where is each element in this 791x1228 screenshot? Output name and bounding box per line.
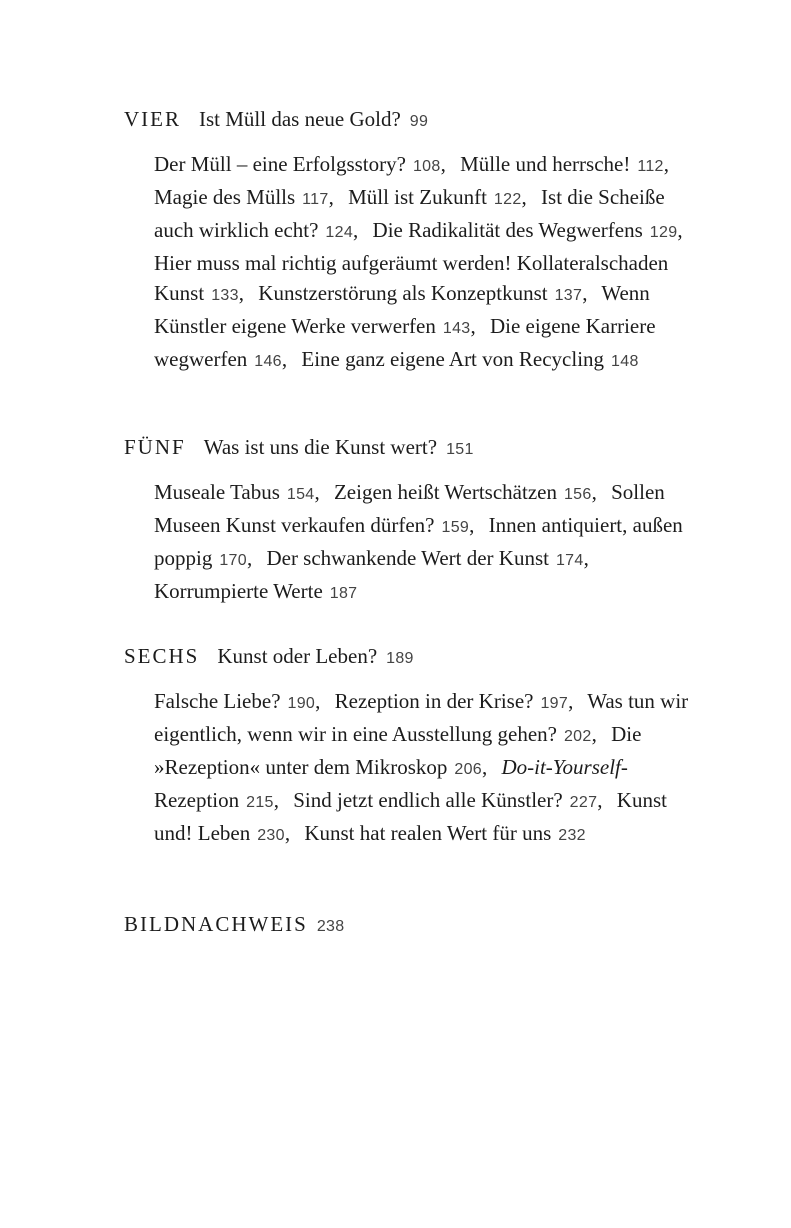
toc-entry[interactable]: Sind jetzt endlich alle Künstler? 227,: [293, 788, 603, 812]
chapter-entries-fuenf: [154, 477, 694, 609]
entry-title: Die »Rezeption« unter dem Mikroskop: [154, 722, 642, 779]
page-number: 148: [611, 353, 639, 370]
entry-title: Museale Tabus: [154, 480, 280, 504]
page-number: 227: [569, 794, 598, 811]
entry-title: Rezeption in der Krise?: [334, 689, 534, 713]
image-credits-label: BILDNACHWEIS: [124, 912, 308, 936]
entry-title: Hier muss mal richtig aufgeräumt werden! Kollateralschaden Kunst: [154, 251, 669, 305]
entry-title: Der Müll – eine Erfolgsstory?: [154, 152, 406, 176]
toc-entry[interactable]: Do-it-Yourself-Rezeption 215,: [154, 755, 628, 812]
chapter-heading-sechs: [124, 642, 414, 673]
entry-title: Mülle und herrsche!: [460, 152, 631, 176]
page-number: 230: [257, 827, 285, 844]
entry-title: Die eigene Karriere wegwerfen: [154, 314, 656, 371]
entry-title: Die Radikalität des Wegwerfens: [372, 218, 643, 242]
entry-title: Magie des Mülls: [154, 185, 296, 209]
page-number: 117: [302, 191, 329, 208]
chapter-label: SECHS: [124, 644, 200, 668]
toc-entry[interactable]: Sollen Museen Kunst verkaufen dürfen? 159,: [154, 480, 665, 537]
page-number: 159: [441, 519, 470, 536]
toc-entry[interactable]: Mülle und herrsche! 112,: [460, 152, 670, 176]
toc-entry[interactable]: Was tun wir eigentlich, wenn wir in eine Ausstellung gehen? 202,: [154, 689, 689, 746]
page-number: 215: [246, 794, 274, 811]
toc-entry[interactable]: Hier muss mal richtig aufgeräumt werden! Kollateralschaden Kunst 133,: [154, 251, 669, 305]
entry-title: Sind jetzt endlich alle Künstler?: [293, 788, 563, 812]
toc-entry[interactable]: [301, 347, 638, 371]
page-number: 133: [211, 287, 239, 304]
page-number: 99: [409, 113, 429, 130]
entry-title: Sollen Museen Kunst verkaufen dürfen?: [154, 480, 665, 537]
page-number: 174: [555, 552, 584, 569]
chapter-label: VIER: [124, 107, 181, 131]
page-number: 187: [329, 585, 358, 602]
entry-title: Kunst und! Leben: [154, 788, 667, 845]
entry-title: Müll ist Zukunft: [348, 185, 487, 209]
entry-title: Innen antiquiert, außen poppig: [154, 513, 683, 570]
entry-title-italic: Do-it-Yourself: [501, 755, 621, 779]
toc-entry[interactable]: Die »Rezeption« unter dem Mikroskop 206,: [154, 722, 642, 779]
toc-entry[interactable]: Die Radikalität des Wegwerfens 129,: [372, 218, 683, 242]
toc-entry[interactable]: [154, 579, 357, 603]
page-number: 202: [563, 728, 592, 745]
chapter-label: FÜNF: [124, 435, 186, 459]
toc-entry[interactable]: Der schwankende Wert der Kunst 174,: [266, 546, 589, 570]
toc-entry[interactable]: Rezeption in der Krise? 197,: [334, 689, 574, 713]
page-number: 156: [563, 486, 592, 503]
toc-entry[interactable]: [304, 821, 586, 845]
page-number: 170: [219, 552, 247, 569]
page-number: 112: [637, 158, 664, 175]
entry-title: Kunstzerstörung als Konzeptkunst: [258, 281, 548, 305]
entry-title: Eine ganz eigene Art von Recycling: [301, 347, 605, 371]
toc-entry[interactable]: Ist die Scheiße auch wirklich echt? 124,: [154, 185, 665, 242]
entry-title: Der schwankende Wert der Kunst: [266, 546, 549, 570]
toc-entry[interactable]: Kunst und! Leben 230,: [154, 788, 667, 845]
entry-title: Was tun wir eigentlich, wenn wir in eine Ausstellung gehen?: [154, 689, 689, 746]
toc-entry[interactable]: Museale Tabus 154,: [154, 480, 320, 504]
toc-entry[interactable]: Falsche Liebe? 190,: [154, 689, 321, 713]
toc-entry[interactable]: Der Müll – eine Erfolgsstory? 108,: [154, 152, 446, 176]
chapter-title: Was ist uns die Kunst wert?: [203, 435, 438, 459]
toc-entry[interactable]: Die eigene Karriere wegwerfen 146,: [154, 314, 656, 371]
toc-entry[interactable]: Magie des Mülls 117,: [154, 185, 334, 209]
page-number: 190: [287, 695, 316, 712]
page-number: 122: [493, 191, 522, 208]
image-credits-heading[interactable]: [124, 910, 344, 941]
toc-entry[interactable]: Innen antiquiert, außen poppig 170,: [154, 513, 683, 570]
page-number: 238: [316, 918, 345, 935]
chapter-heading-vier: [124, 105, 428, 136]
page-number: 197: [540, 695, 569, 712]
toc-entry[interactable]: Müll ist Zukunft 122,: [348, 185, 527, 209]
entry-title: -Rezeption: [154, 755, 628, 812]
toc-entry[interactable]: Wenn Künstler eigene Werke verwerfen 143,: [154, 281, 650, 338]
page-number: 151: [446, 441, 474, 458]
chapter-entries-vier: [154, 149, 694, 377]
page-number: 232: [558, 827, 586, 844]
toc-entry[interactable]: Kunstzerstörung als Konzeptkunst 137,: [258, 281, 588, 305]
entry-title: Zeigen heißt Wertschätzen: [333, 480, 557, 504]
page-number: 206: [454, 761, 482, 778]
page-number: 108: [412, 158, 441, 175]
page-number: 143: [442, 320, 471, 337]
chapter-title: Kunst oder Leben?: [217, 644, 378, 668]
page-number: 129: [649, 224, 678, 241]
chapter-entries-sechs: [154, 686, 694, 851]
entry-title: Falsche Liebe?: [154, 689, 281, 713]
chapter-heading-fuenf: [124, 433, 474, 464]
page-number: 137: [554, 287, 583, 304]
chapter-title: Ist Müll das neue Gold?: [199, 107, 401, 131]
entry-title: Ist die Scheiße auch wirklich echt?: [154, 185, 665, 242]
entry-title: Korrumpierte Werte: [154, 579, 323, 603]
page-number: 154: [286, 486, 315, 503]
page-number: 146: [254, 353, 282, 370]
entry-title: Kunst hat realen Wert für uns: [304, 821, 552, 845]
entry-title: Wenn Künstler eigene Werke verwerfen: [154, 281, 650, 338]
toc-entry[interactable]: Zeigen heißt Wertschätzen 156,: [333, 480, 597, 504]
page-number: 124: [325, 224, 354, 241]
page-number: 189: [386, 650, 414, 667]
